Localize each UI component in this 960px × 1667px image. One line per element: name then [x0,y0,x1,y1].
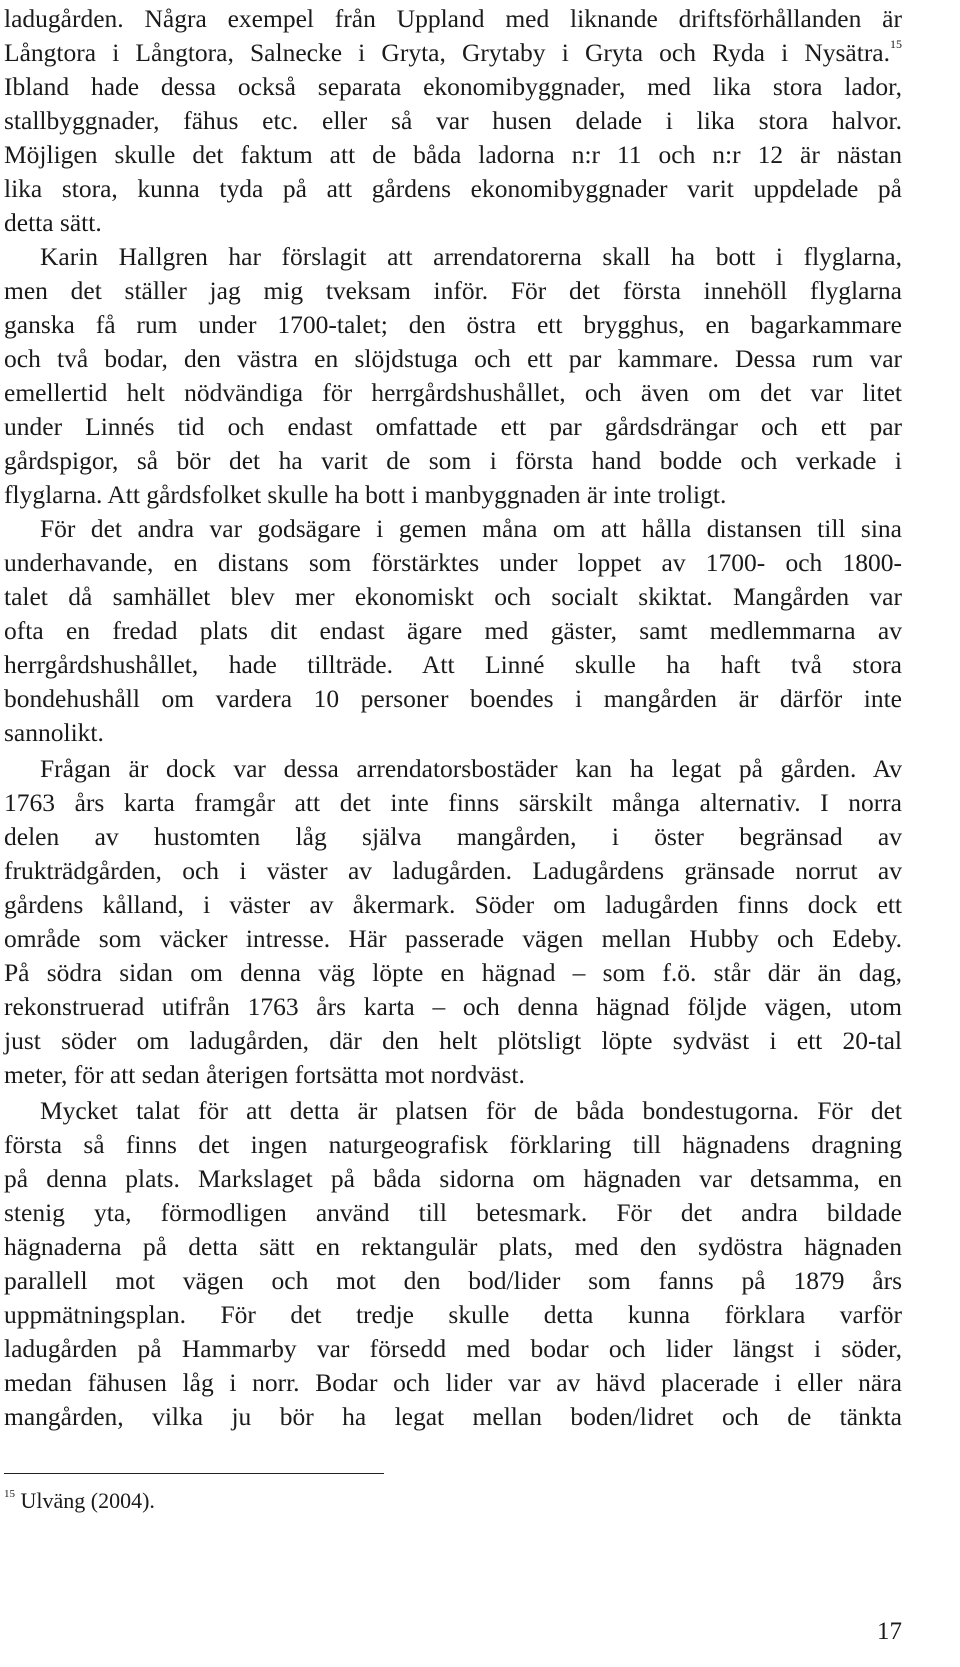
text-line: ladugården. Några exempel från Uppland med liknande driftsförhållanden är [4,4,902,33]
text-line: frukträdgården, och i väster av ladugården. Ladugårdens gränsade norrut av [4,856,902,885]
footnote-reference[interactable]: 15 [890,37,902,51]
text-line: ofta en fredad plats dit endast ägare med gäster, samt medlemmarna av [4,616,902,645]
page-number: 17 [877,1618,902,1645]
text-line: medan fähusen låg i norr. Bodar och lider var av hävd placerade i eller nära [4,1368,902,1397]
text-line: På södra sidan om denna väg löpte en hägnad – som f.ö. står där än dag, [4,958,902,987]
text-line: bondehushåll om vardera 10 personer boendes i mangården är därför inte [4,684,902,713]
text-line [4,36,902,70]
text-line: rekonstruerad utifrån 1763 års karta – och denna hägnad följde vägen, utom [4,992,902,1021]
text-line: stallbyggnader, fähus etc. eller så var husen delade i lika stora halvor. [4,106,902,135]
text-line: delen av hustomten låg själva mangården, i öster begränsad av [4,822,902,851]
footnote-number: 15 [4,1488,15,1500]
footnote-separator [4,1473,384,1474]
text-line-content: Långtora i Långtora, Salnecke i Gryta, Grytaby i Gryta och Ryda i Nysätra. [4,38,890,67]
text-line: Ibland hade dessa också separata ekonomibyggnader, med lika stora lador, [4,72,902,101]
text-line: men det ställer jag mig tveksam inför. För det första innehöll flyglarna [4,276,902,305]
text-line: 1763 års karta framgår att det inte finns särskilt många alternativ. I norra [4,788,902,817]
text-line: Möjligen skulle det faktum att de båda ladorna n:r 11 och n:r 12 är nästan [4,140,902,169]
text-line: första så finns det ingen naturgeografisk förklaring till hägnadens dragning [4,1130,902,1159]
footnote-text: Ulväng (2004). [20,1488,155,1513]
text-line: herrgårdshushållet, hade tillträde. Att Linné skulle ha haft två stora [4,650,902,679]
footnote [4,1486,155,1516]
paragraph-first-line: För det andra var godsägare i gemen måna om att hålla distansen till sina [40,514,902,543]
text-line: ganska få rum under 1700-talet; den östra ett brygghus, en bagarkammare [4,310,902,339]
text-line: meter, för att sedan återigen fortsätta mot nordväst. [4,1060,525,1089]
text-line: parallell mot vägen och mot den bod/lider som fanns på 1879 års [4,1266,902,1295]
text-line: underhavande, en distans som förstärktes under loppet av 1700- och 1800- [4,548,902,577]
text-line: uppmätningsplan. För det tredje skulle detta kunna förklara varför [4,1300,902,1329]
text-line: under Linnés tid och endast omfattade ett par gårdsdrängar och ett par [4,412,902,441]
text-line: sannolikt. [4,718,104,747]
paragraph-first-line: Frågan är dock var dessa arrendatorsbostäder kan ha legat på gården. Av [40,754,902,783]
text-line: detta sätt. [4,208,102,237]
paragraph-first-line: Mycket talat för att detta är platsen för de båda bondestugorna. För det [40,1096,902,1125]
text-line: hägnaderna på detta sätt en rektangulär plats, med den sydöstra hägnaden [4,1232,902,1261]
text-line: just söder om ladugården, där den helt plötsligt löpte sydväst i ett 20-tal [4,1026,902,1055]
text-line: flyglarna. Att gårdsfolket skulle ha bott i manbyggnaden är inte troligt. [4,480,727,509]
text-line: lika stora, kunna tyda på att gårdens ekonomibyggnader varit uppdelade på [4,174,902,203]
text-line: stenig yta, förmodligen använd till betesmark. För det andra bildade [4,1198,902,1227]
text-line: område som väcker intresse. Här passerade vägen mellan Hubby och Edeby. [4,924,902,953]
text-line: emellertid helt nödvändiga för herrgårdshushållet, och även om det var litet [4,378,902,407]
text-line: på denna plats. Markslaget på båda sidorna om hägnaden var detsamma, en [4,1164,902,1193]
paragraph-first-line: Karin Hallgren har förslagit att arrendatorerna skall ha bott i flyglarna, [40,242,902,271]
text-line: och två bodar, den västra en slöjdstuga och ett par kammare. Dessa rum var [4,344,902,373]
text-line: ladugården på Hammarby var försedd med bodar och lider längst i söder, [4,1334,902,1363]
text-line: gårdens kålland, i väster av åkermark. Söder om ladugården finns dock ett [4,890,902,919]
text-line: mangården, vilka ju bör ha legat mellan boden/lidret och de tänkta [4,1402,902,1431]
text-line: talet då samhället blev mer ekonomiskt och socialt skiktat. Mangården var [4,582,902,611]
text-line: gårdspigor, så bör det ha varit de som i första hand bodde och verkade i [4,446,902,475]
